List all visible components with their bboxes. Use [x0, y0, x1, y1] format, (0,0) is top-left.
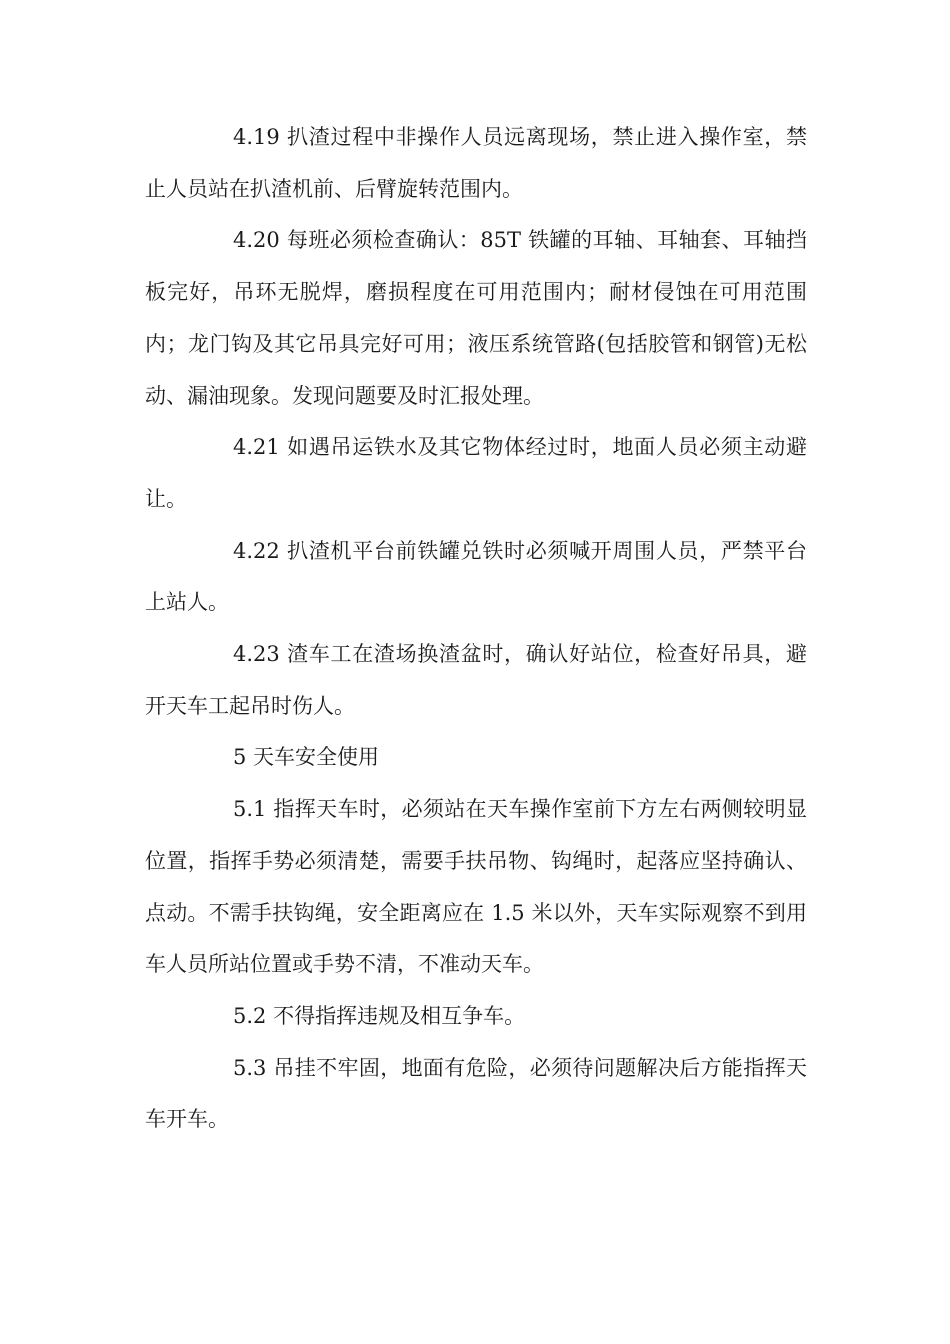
section-heading-5: 5 天车安全使用 — [233, 745, 380, 770]
paragraph-5-3: 5.3 吊挂不牢固，地面有危险，必须待问题解决后方能指挥天车开车。 — [145, 1055, 807, 1132]
paragraph-4-22: 4.22 扒渣机平台前铁罐兑铁时必须喊开周围人员，严禁平台上站人。 — [145, 538, 807, 615]
paragraph-5-1: 5.1 指挥天车时，必须站在天车操作室前下方左右两侧较明显位置，指挥手势必须清楚，需要手扶吊物、钩绳时，起落应坚持确认、点动。不需手扶钩绳，安全距离应在 1.5 米以外，天车实际观察不到用车人员所站位置或手势不清，不准动天车。 — [145, 797, 807, 977]
document-body — [145, 112, 807, 1146]
paragraph-4-21: 4.21 如遇吊运铁水及其它物体经过时，地面人员必须主动避让。 — [145, 435, 807, 511]
paragraph-5-2: 5.2 不得指挥违规及相互争车。 — [233, 1003, 526, 1028]
paragraph-4-20: 4.20 每班必须检查确认：85T 铁罐的耳轴、耳轴套、耳轴挡板完好，吊环无脱焊，磨损程度在可用范围内；耐材侵蚀在可用范围内；龙门钩及其它吊具完好可用；液压系统管路(包括胶管和钢管)无松动、漏油现象。发现问题要及时汇报处理。 — [145, 228, 807, 408]
paragraph-4-19: 4.19 扒渣过程中非操作人员远离现场，禁止进入操作室，禁止人员站在扒渣机前、后臂旋转范围内。 — [145, 125, 807, 201]
paragraph-4-23: 4.23 渣车工在渣场换渣盆时，确认好站位，检查好吊具，避开天车工起吊时伤人。 — [145, 642, 807, 718]
